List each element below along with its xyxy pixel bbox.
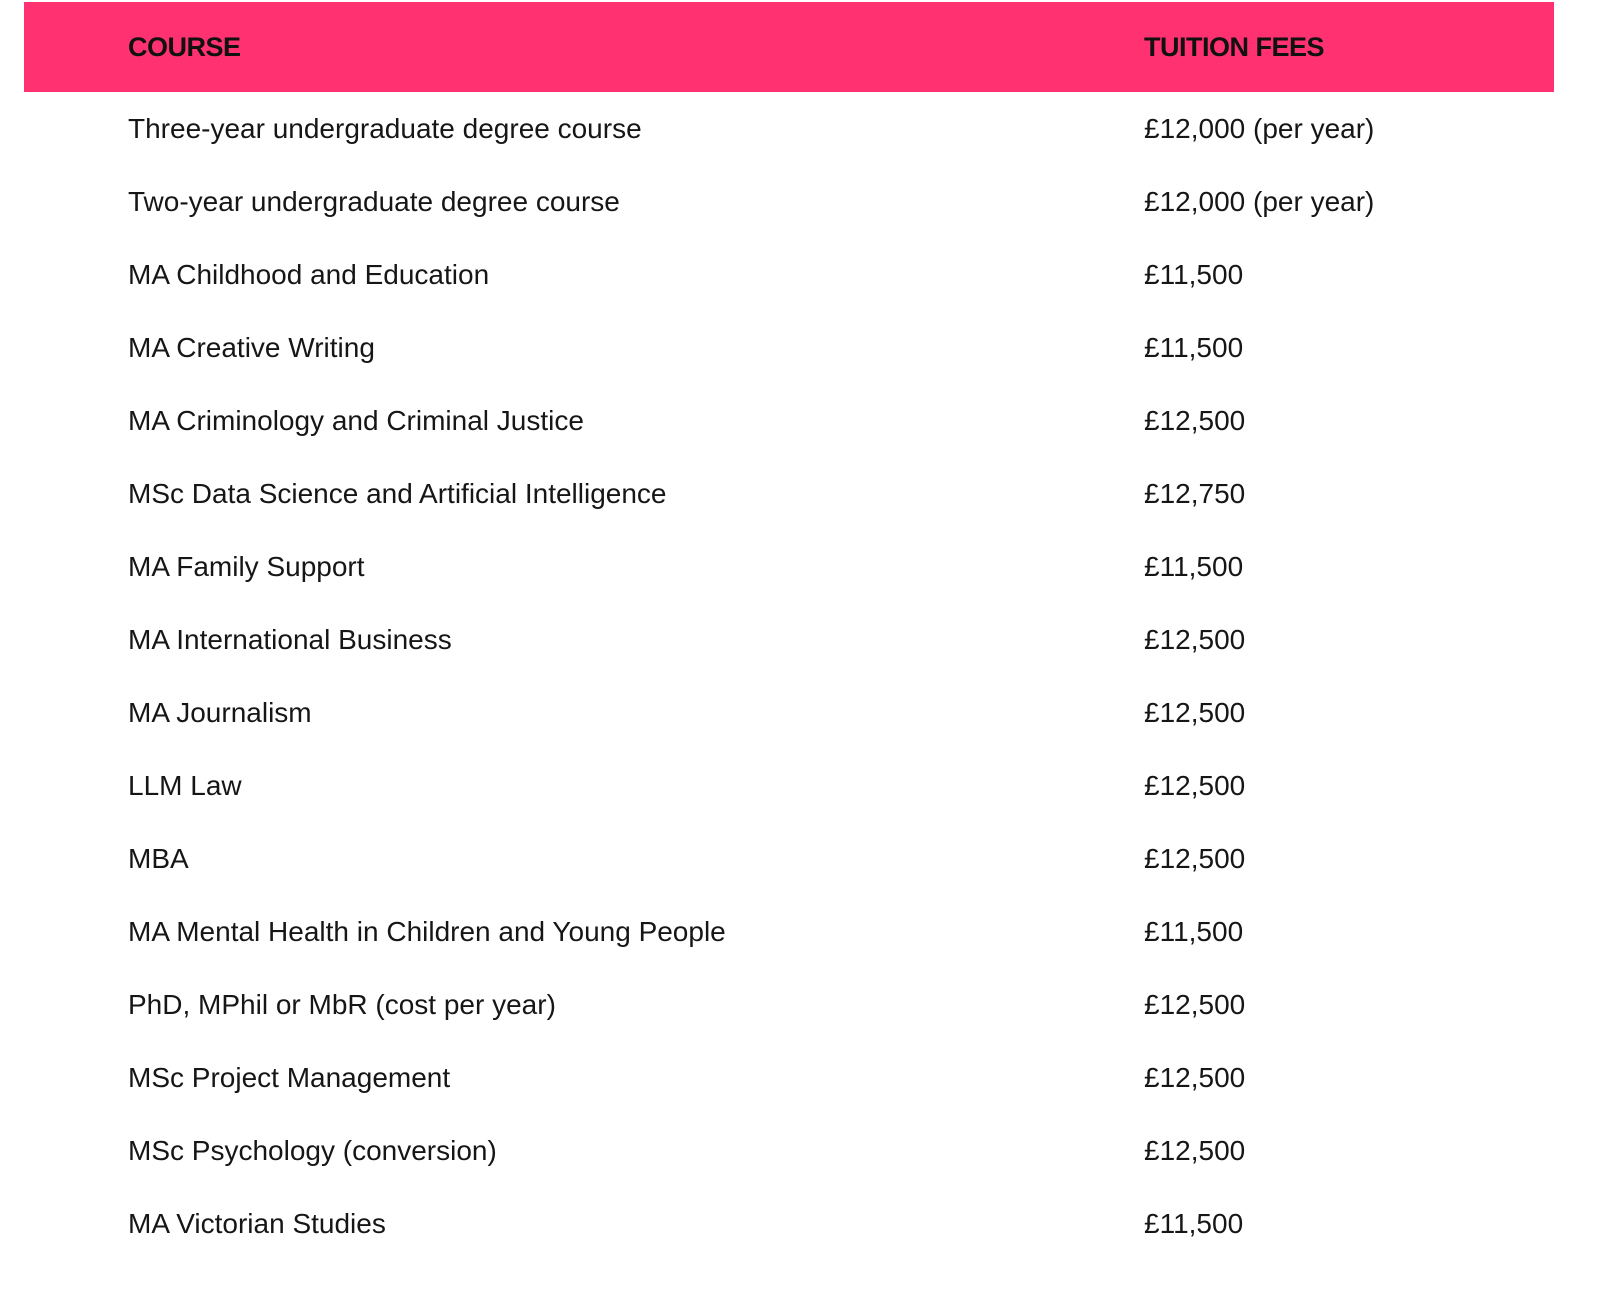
- table-row: [24, 457, 1554, 530]
- table-row: [24, 384, 1554, 457]
- table-body: [24, 92, 1554, 1260]
- course-name-cell: MBA: [128, 842, 189, 874]
- course-name-cell: MSc Psychology (conversion): [128, 1134, 497, 1166]
- course-name-cell: LLM Law: [128, 769, 242, 801]
- tuition-fee-cell: £11,500: [1144, 915, 1244, 947]
- course-name-cell: MA Journalism: [128, 696, 312, 728]
- course-name-cell: MSc Project Management: [128, 1061, 451, 1093]
- table-row: [24, 968, 1554, 1041]
- table-row: [24, 822, 1554, 895]
- tuition-fee-cell: £12,750: [1144, 477, 1246, 509]
- course-name-cell: MA International Business: [128, 623, 452, 655]
- tuition-fee-cell: £12,500: [1144, 404, 1246, 436]
- tuition-fee-cell: £12,500: [1144, 1134, 1246, 1166]
- course-name-cell: MA Creative Writing: [128, 331, 375, 363]
- tuition-fees-table: [24, 2, 1554, 1260]
- tuition-fee-cell: £12,500: [1144, 696, 1246, 728]
- tuition-fee-cell: £11,500: [1144, 1207, 1244, 1239]
- table-row: [24, 1187, 1554, 1260]
- course-name-cell: Three-year undergraduate degree course: [128, 112, 642, 144]
- tuition-fee-cell: £12,500: [1144, 623, 1246, 655]
- course-name-cell: MA Victorian Studies: [128, 1207, 386, 1239]
- course-name-cell: MA Family Support: [128, 550, 365, 582]
- tuition-fees-column-header: TUITION FEES: [1144, 31, 1325, 62]
- course-name-cell: MSc Data Science and Artificial Intelligence: [128, 477, 667, 509]
- header-row: [24, 2, 1554, 92]
- tuition-fee-cell: £12,500: [1144, 988, 1246, 1020]
- course-name-cell: MA Mental Health in Children and Young People: [128, 915, 726, 947]
- table-row: [24, 165, 1554, 238]
- tuition-fee-cell: £11,500: [1144, 331, 1244, 363]
- tuition-fee-cell: £12,500: [1144, 769, 1246, 801]
- table-row: [24, 603, 1554, 676]
- tuition-fee-cell: £11,500: [1144, 550, 1244, 582]
- course-column-header: COURSE: [128, 31, 241, 62]
- table-row: [24, 1041, 1554, 1114]
- table-row: [24, 311, 1554, 384]
- table-row: [24, 749, 1554, 822]
- tuition-fee-cell: £12,500: [1144, 1061, 1246, 1093]
- tuition-fee-cell: £12,500: [1144, 842, 1246, 874]
- course-name-cell: Two-year undergraduate degree course: [128, 185, 620, 217]
- course-name-cell: MA Criminology and Criminal Justice: [128, 404, 584, 436]
- tuition-fee-cell: £12,000 (per year): [1144, 185, 1375, 217]
- table-row: [24, 895, 1554, 968]
- table-row: [24, 92, 1554, 165]
- tuition-fee-cell: £12,000 (per year): [1144, 112, 1375, 144]
- course-name-cell: PhD, MPhil or MbR (cost per year): [128, 988, 556, 1020]
- table-row: [24, 530, 1554, 603]
- tuition-fee-cell: £11,500: [1144, 258, 1244, 290]
- table-header: [24, 2, 1554, 92]
- table-row: [24, 1114, 1554, 1187]
- course-name-cell: MA Childhood and Education: [128, 258, 490, 290]
- table-row: [24, 676, 1554, 749]
- table-row: [24, 238, 1554, 311]
